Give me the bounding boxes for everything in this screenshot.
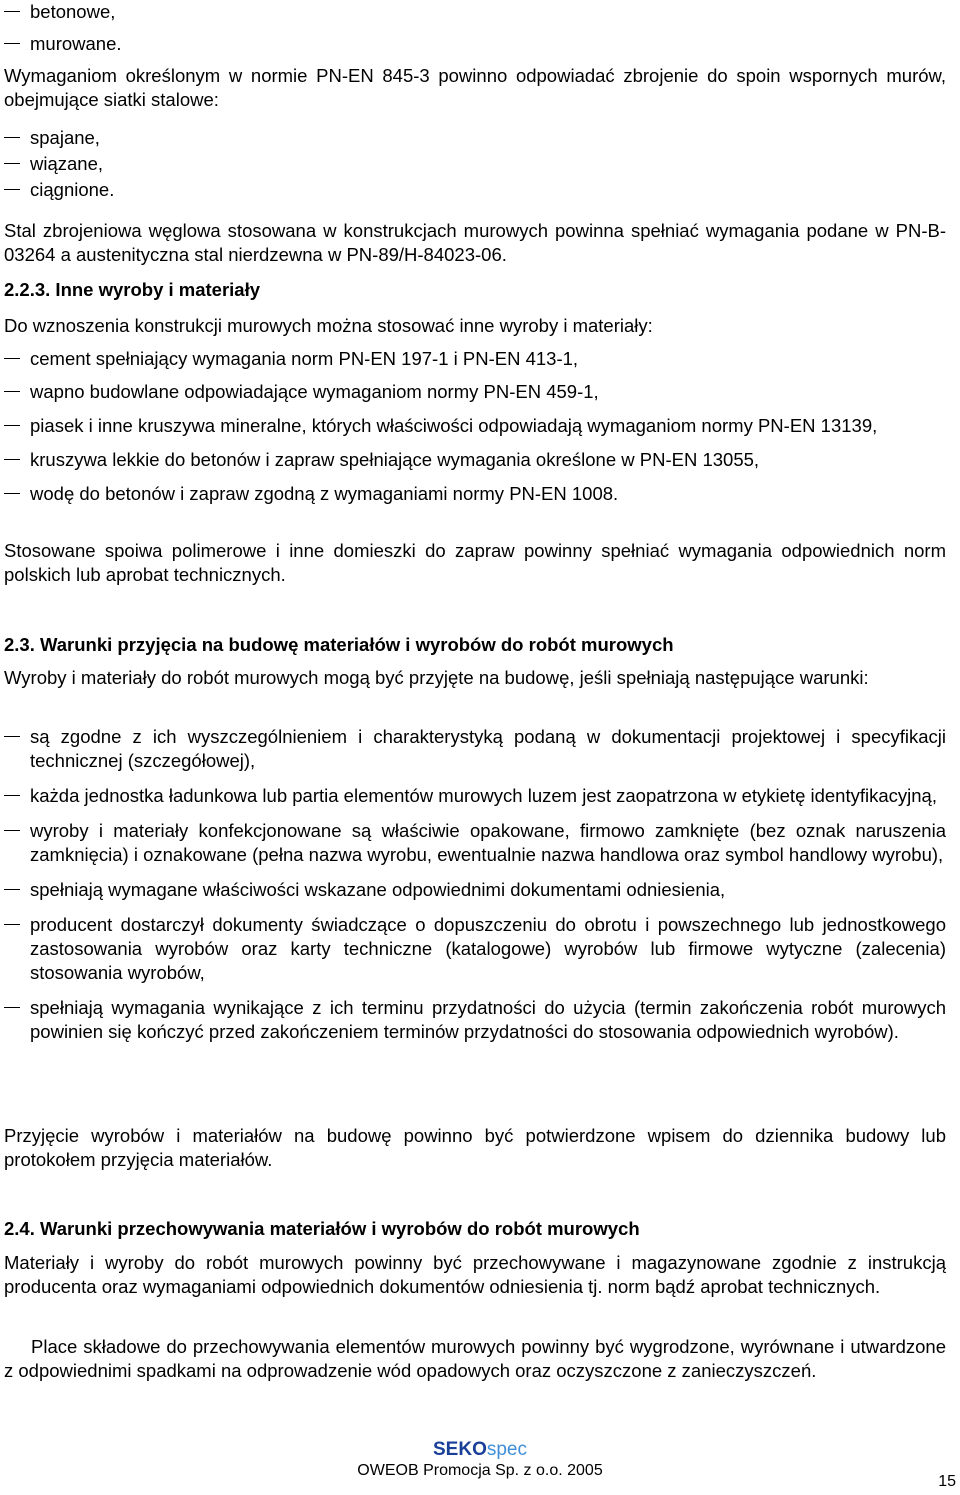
list-item: wapno budowlane odpowiadające wymaganiom normy PN-EN 459-1, — [4, 380, 946, 404]
list-item: ciągnione. — [4, 178, 946, 202]
list-item: producent dostarczył dokumenty świadczące o dopuszczeniu do obrotu i powszechnego lub jednostkowego zastosowania wyrobów oraz karty techniczne (katalogowe) wyrobów lub firmowe wytyczne (zalecenia) stosowania wyrobów, — [4, 913, 946, 985]
section-closing: Stosowane spoiwa polimerowe i inne domieszki do zapraw powinny spełniać wymagania odpowiednich norm polskich lub aprobat technicznych. — [4, 540, 946, 585]
list-item: betonowe, — [4, 0, 946, 24]
list-item: wyroby i materiały konfekcjonowane są właściwie opakowane, firmowo zamknięte (bez oznak naruszenia zamknięcia) i oznakowane (pełna nazwa wyrobu, ewentualnie nazwa handlowa oraz symbol handlowy wyrobu), — [4, 819, 946, 867]
sekospec-logo: SEKOspec — [433, 1439, 527, 1460]
list-conditions — [4, 725, 946, 1044]
list-materials — [4, 347, 946, 506]
list-item: piasek i inne kruszywa mineralne, których właściwości odpowiadają wymaganiom normy PN-EN 13139, — [4, 414, 946, 438]
list-item: murowane. — [4, 32, 946, 56]
list-item: spełniają wymagane właściwości wskazane odpowiednimi dokumentami odniesienia, — [4, 878, 946, 902]
heading-2-3: 2.3. Warunki przyjęcia na budowę materiałów i wyrobów do robót murowych — [4, 634, 674, 655]
section-intro: Do wznoszenia konstrukcji murowych można stosować inne wyroby i materiały: — [4, 315, 653, 336]
paragraph-storage-yards: Place składowe do przechowywania elementów murowych powinny być wygrodzone, wyrównane i utwardzone z odpowiednimi spadkami na odprowadzenie wód opadowych oraz oczyszczone z zanieczyszczeń. — [4, 1336, 946, 1381]
list-item: kruszywa lekkie do betonów i zapraw spełniające wymagania określone w PN-EN 13055, — [4, 448, 946, 472]
paragraph-steel: Stal zbrojeniowa węglowa stosowana w konstrukcjach murowych powinna spełniać wymagania podane w PN-B-03264 a austenityczna stal nierdzewna w PN-89/H-84023-06. — [4, 220, 946, 265]
page-number: 15 — [938, 1473, 956, 1490]
list-item: spajane, — [4, 126, 946, 150]
list-item: są zgodne z ich wyszczególnieniem i charakterystyką podaną w dokumentacji projektowej i specyfikacji technicznej (szczegółowej), — [4, 725, 946, 773]
footer-company: OWEOB Promocja Sp. z o.o. 2005 — [357, 1462, 603, 1479]
list-item: cement spełniający wymagania norm PN-EN 197-1 i PN-EN 413-1, — [4, 347, 946, 371]
page-footer — [0, 1439, 960, 1481]
list-top — [4, 0, 946, 56]
list-mesh — [4, 126, 946, 202]
paragraph-storage: Materiały i wyroby do robót murowych powinny być przechowywane i magazynowane zgodnie z instrukcją producenta oraz wymaganiami odpowiednich dokumentów odniesienia tj. norm bądź aprobat technicznych. — [4, 1252, 946, 1297]
list-item: wodę do betonów i zapraw zgodną z wymaganiami normy PN-EN 1008. — [4, 482, 946, 506]
section-intro: Wyroby i materiały do robót murowych mogą być przyjęte na budowę, jeśli spełniają następujące warunki: — [4, 667, 869, 688]
heading-2-4: 2.4. Warunki przechowywania materiałów i wyrobów do robót murowych — [4, 1218, 640, 1239]
list-item: wiązane, — [4, 152, 946, 176]
list-item: spełniają wymagania wynikające z ich terminu przydatności do użycia (termin zakończenia robót murowych powinien się kończyć przed zakończeniem terminów przydatności do stosowania odpowiednich wyrobów). — [4, 996, 946, 1044]
section-closing: Przyjęcie wyrobów i materiałów na budowę powinno być potwierdzone wpisem do dziennika budowy lub protokołem przyjęcia materiałów. — [4, 1125, 946, 1170]
paragraph-reinforcement: Wymaganiom określonym w normie PN-EN 845-3 powinno odpowiadać zbrojenie do spoin wspornych murów, obejmujące siatki stalowe: — [4, 65, 946, 110]
list-item: każda jednostka ładunkowa lub partia elementów murowych luzem jest zaopatrzona w etykietę identyfikacyjną, — [4, 784, 946, 808]
heading-2-2-3: 2.2.3. Inne wyroby i materiały — [4, 279, 261, 300]
